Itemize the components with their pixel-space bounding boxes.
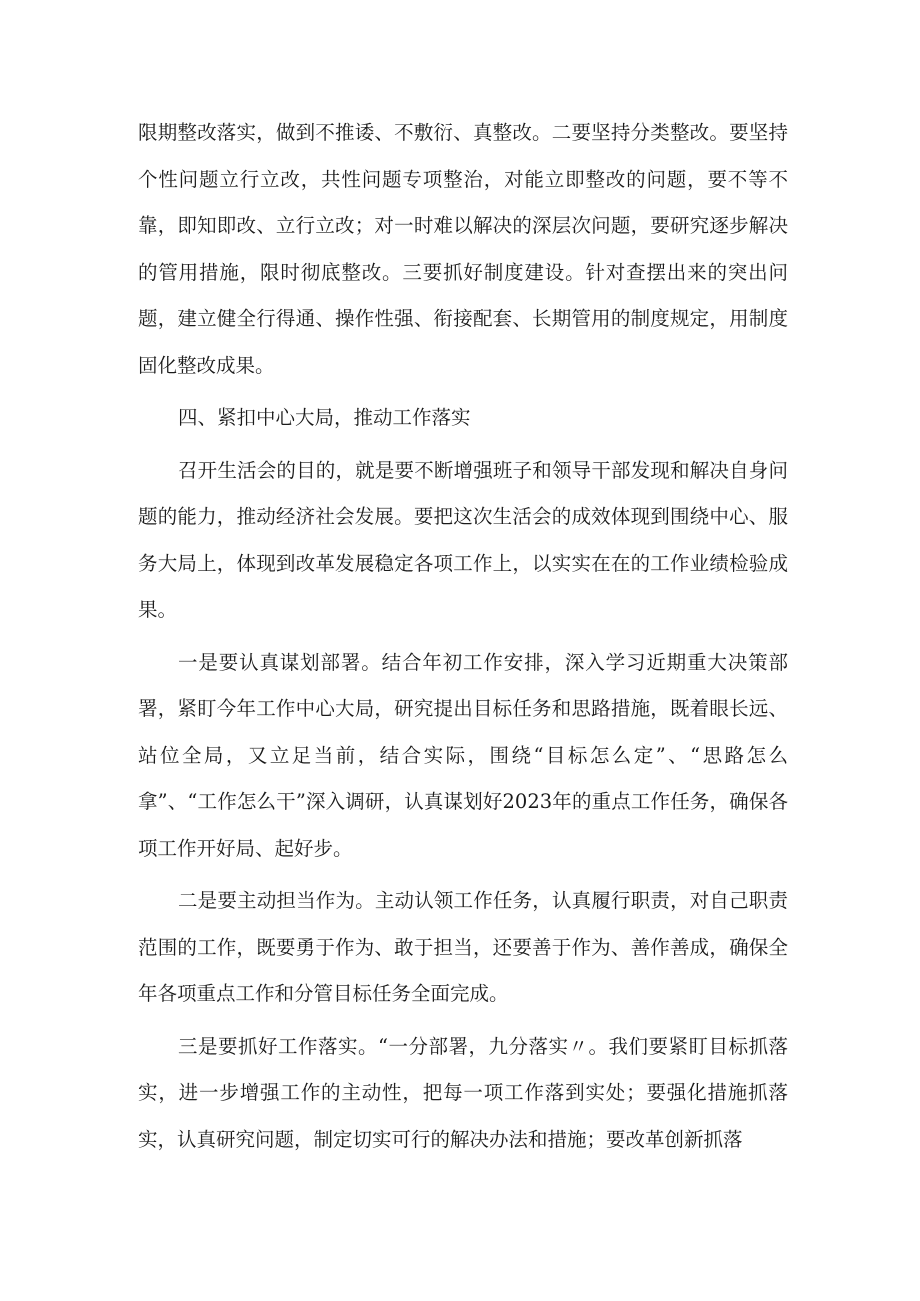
paragraph-responsibility: 二是要主动担当作为。主动认领工作任务，认真履行职责，对自己职责范围的工作，既要勇于作为、敢于担当，还要善于作为、善作善成，确保全年各项重点工作和分管目标任务全面完成。 bbox=[138, 889, 788, 1005]
paragraph-implementation: 三是要抓好工作落实。“一分部署，九分落实〃。我们要紧盯目标抓落实，进一步增强工作的主动性，把每一项工作落到实处；要强化措施抓落实，认真研究问题，制定切实可行的解决办法和措施；要改革创新抓落 bbox=[138, 1034, 788, 1151]
paragraph-meeting-purpose: 召开生活会的目的，就是要不断增强班子和领导干部发现和解决自身问题的能力，推动经济社会发展。要把这次生活会的成效体现到围绕中心、服务大局上，体现到改革发展稳定各项工作上，以实实在在的工作业绩检验成果。 bbox=[138, 458, 788, 621]
document-body bbox=[138, 110, 788, 1163]
paragraph-rectification-continued: 限期整改落实，做到不推诿、不敷衍、真整改。二要坚持分类整改。要坚持个性问题立行立改，共性问题专项整治，对能立即整改的问题，要不等不靠，即知即改、立行立改；对一时难以解决的深层次问题，要研究逐步解决的管用措施，限时彻底整改。三要抓好制度建设。针对查摆出来的突出问题，建立健全行得通、操作性强、衔接配套、长期管用的制度规定，用制度固化整改成果。 bbox=[138, 121, 788, 377]
paragraph-planning: 一是要认真谋划部署。结合年初工作安排，深入学习近期重大决策部署，紧盯今年工作中心大局，研究提出目标任务和思路措施，既着眼长远、站位全局，又立足当前，结合实际，围绕“目标怎么定”、“思路怎么拿”、“工作怎么干”深入调研，认真谋划好2023年的重点工作任务，确保各项工作开好局、起好步。 bbox=[138, 650, 788, 860]
section-heading-four: 四、紧扣中心大局，推动工作落实 bbox=[178, 406, 471, 429]
